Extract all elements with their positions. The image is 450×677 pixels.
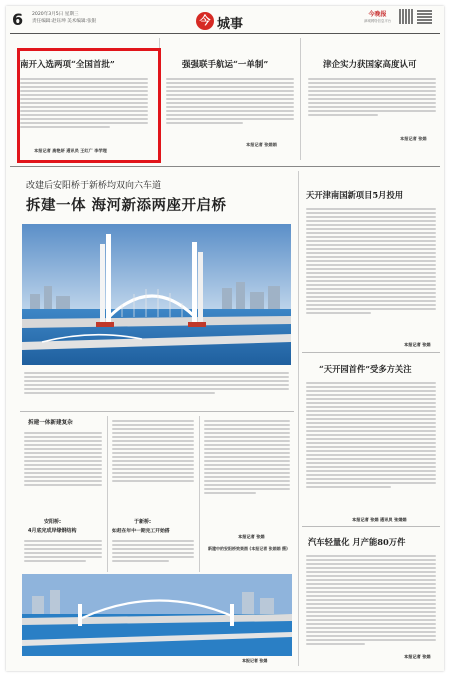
lead-headline: 拆建一体 海河新添两座开启桥 bbox=[26, 197, 227, 214]
right-column-divider bbox=[298, 171, 299, 666]
article-body-right-3 bbox=[306, 553, 436, 647]
section-mark: 今 bbox=[199, 14, 211, 27]
article-title-right-1: 天开津南国新项目5月投用 bbox=[306, 190, 404, 200]
lead-col-div-1 bbox=[107, 416, 108, 572]
lead-caption: 新建中的安阳桥效果图 (本报记者 张娟娟 摄) bbox=[208, 546, 288, 551]
lead-reporter: 本报记者 张娟 bbox=[238, 534, 265, 539]
header-rule bbox=[10, 33, 440, 34]
lead-col-div-2 bbox=[199, 416, 200, 572]
masthead-sub: 津城网络信息平台 bbox=[364, 19, 392, 23]
bridge-illustration-2 bbox=[22, 574, 292, 656]
qr-code-2 bbox=[417, 9, 432, 24]
article-reporter-top-mid: 本报记者 张娟娟 bbox=[246, 142, 277, 147]
lead-rule bbox=[20, 411, 294, 412]
qr-code-1 bbox=[399, 9, 414, 24]
masthead-title: 今晚报 bbox=[368, 11, 387, 18]
article-body-right-2 bbox=[306, 380, 436, 490]
article-body-right-1 bbox=[306, 206, 436, 316]
editor-line: 责任编辑:赵钰坤 美术编辑:张银 bbox=[32, 19, 97, 24]
lead-body bbox=[24, 370, 289, 396]
article-reporter-right-3: 本报记者 张娟 bbox=[404, 654, 431, 659]
section-badge bbox=[196, 12, 214, 30]
right-rule-1 bbox=[302, 352, 440, 353]
article-title-right-2: “天开园首件”受多方关注 bbox=[319, 364, 412, 374]
article-title-top-right: 津企实力获国家高度认可 bbox=[323, 60, 417, 70]
bottom-caption: 本报记者 张娟 bbox=[242, 658, 268, 663]
highlight-box bbox=[17, 48, 161, 163]
article-reporter-top-left: 本报记者 高艳妍 通讯员 王红广 李学理 bbox=[34, 148, 107, 153]
lead-kicker: 改建后安阳桥于新桥均双向六车道 bbox=[26, 181, 162, 191]
article-title-right-3: 汽车轻量化 月产能80万件 bbox=[308, 537, 406, 547]
bridge-photo bbox=[22, 224, 291, 365]
bridge-photo-2 bbox=[22, 574, 292, 656]
bridge-illustration bbox=[22, 224, 291, 365]
article-reporter-right-1: 本报记者 张娟 bbox=[404, 342, 431, 347]
newspaper-page bbox=[6, 6, 444, 671]
section-name: 城事 bbox=[217, 17, 244, 32]
lead-column-2b bbox=[112, 538, 194, 564]
lead-column-2 bbox=[112, 418, 194, 484]
article-body-top-mid bbox=[166, 76, 294, 126]
lead-subhead-2: 安阳桥: bbox=[44, 519, 61, 525]
date-line: 2020年3月5日 星期三 bbox=[32, 12, 79, 17]
article-body-top-right bbox=[308, 76, 436, 118]
article-reporter-top-right: 本报记者 张娟 bbox=[400, 136, 427, 141]
column-divider-2 bbox=[300, 38, 301, 160]
page-number: 6 bbox=[12, 10, 24, 29]
article-title-top-mid: 强强联手航运“一单制” bbox=[182, 60, 269, 70]
article-title-top-left: 南开入选两项“全国首批” bbox=[20, 60, 115, 70]
lead-subhead-3: 4月底完成岸缘钢结构 bbox=[28, 528, 77, 534]
top-row-rule bbox=[10, 166, 440, 167]
lead-column-1b bbox=[24, 538, 102, 564]
lead-subhead-5: 如赶在年中一期完工开始搭 bbox=[112, 529, 170, 534]
lead-column-1 bbox=[24, 430, 102, 488]
masthead-logo bbox=[364, 9, 391, 23]
right-rule-2 bbox=[302, 526, 440, 527]
lead-subhead-4: 于新桥: bbox=[134, 519, 151, 525]
article-reporter-right-2: 本报记者 张娟 通讯员 张娟娟 bbox=[352, 517, 407, 522]
lead-subhead-1: 拆建一体新建复杂 bbox=[28, 420, 73, 426]
lead-column-3 bbox=[204, 418, 290, 496]
